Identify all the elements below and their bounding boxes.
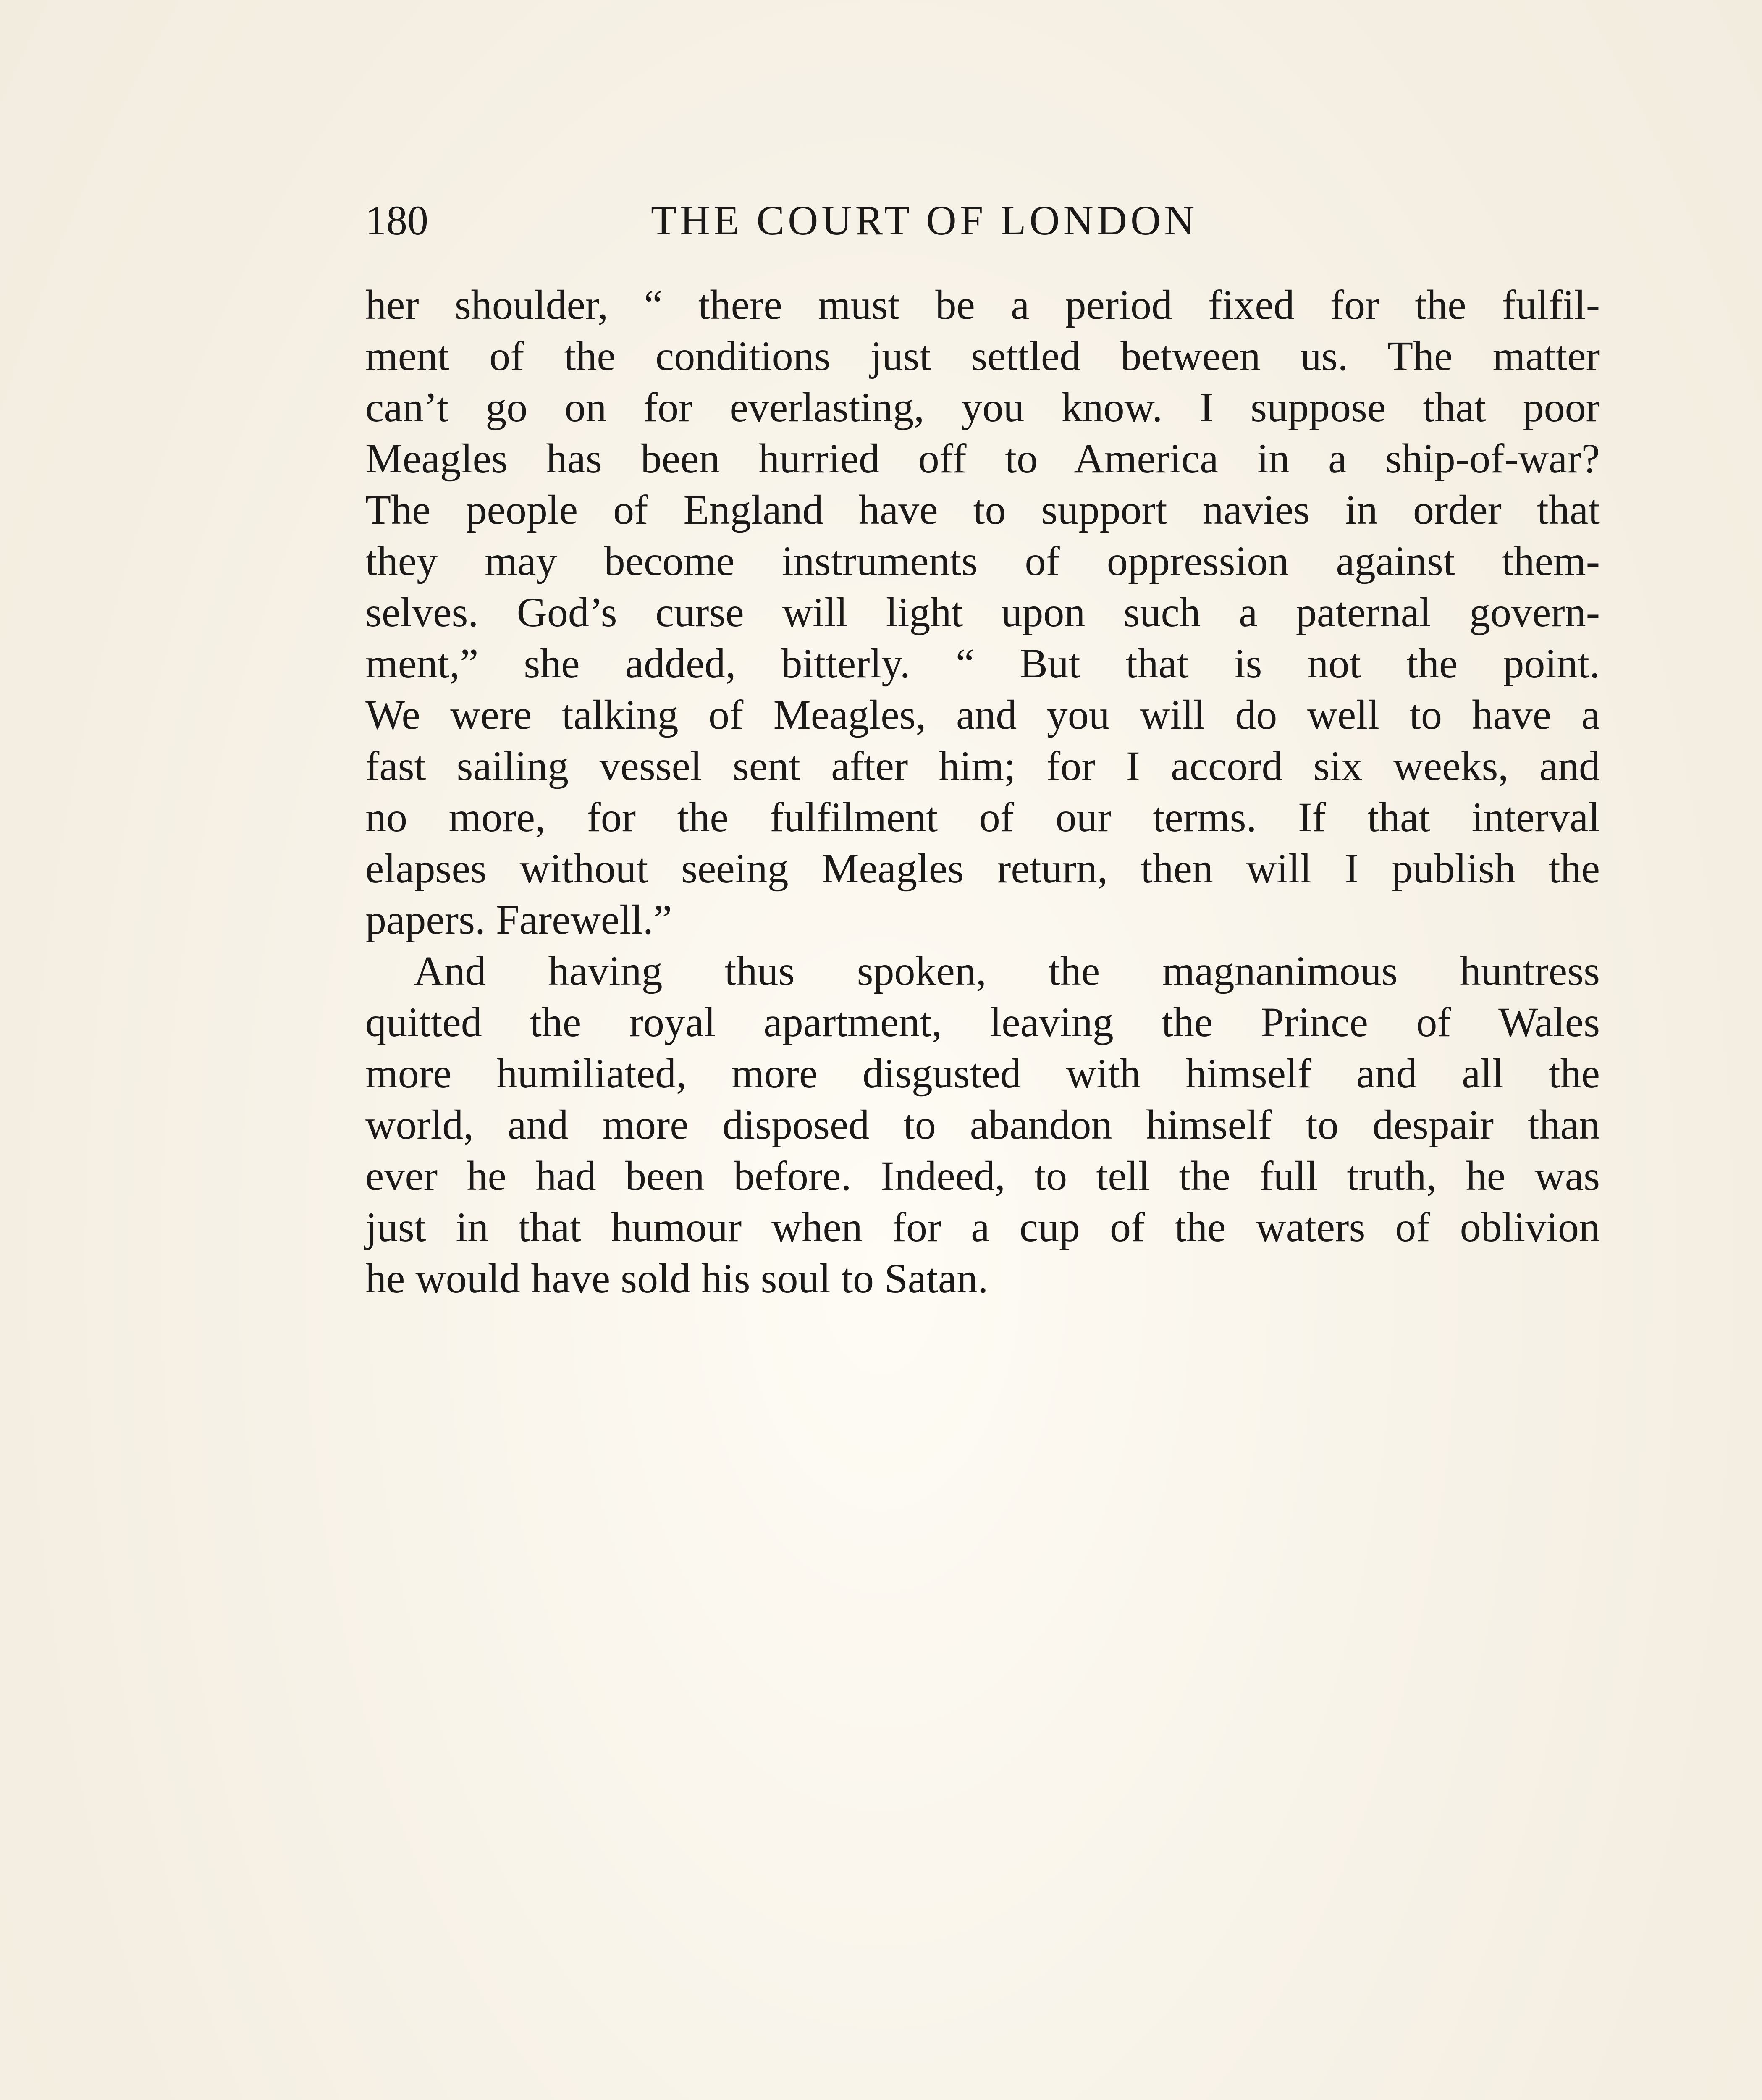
text-line: And having thus spoken, the magnanimous huntress <box>414 948 1600 994</box>
text-line: no more, for the fulfilment of our terms. If that interval <box>365 794 1600 840</box>
text-line: just in that humour when for a cup of the waters of oblivion <box>365 1204 1600 1250</box>
text-line: We were talking of Meagles, and you will do well to have a <box>365 691 1600 738</box>
page-number: 180 <box>365 197 428 244</box>
text-line: fast sailing vessel sent after him; for I accord six weeks, and <box>365 743 1600 789</box>
text-line: ment of the conditions just settled between us. The matter <box>365 333 1600 379</box>
paragraph <box>365 279 1600 945</box>
text-line: Meagles has been hurried off to America in a ship-of-war? <box>365 435 1600 482</box>
text-line: world, and more disposed to abandon himself to despair than <box>365 1101 1600 1148</box>
text-line: they may become instruments of oppression against them- <box>365 538 1600 584</box>
text-line: quitted the royal apartment, leaving the Prince of Wales <box>365 999 1600 1045</box>
text-line: selves. God’s curse will light upon such a paternal govern- <box>365 589 1600 635</box>
text-line: her shoulder, “ there must be a period fixed for the fulfil- <box>365 281 1600 328</box>
text-line: he would have sold his soul to Satan. <box>365 1255 989 1302</box>
text-line: ment,” she added, bitterly. “ But that is not the point. <box>365 640 1600 687</box>
text-line: ever he had been before. Indeed, to tell the full truth, he was <box>365 1152 1600 1199</box>
body-text <box>365 279 1600 1304</box>
text-line: more humiliated, more disgusted with himself and all the <box>365 1050 1600 1097</box>
paragraph <box>365 945 1600 1304</box>
text-line: The people of England have to support navies in order that <box>365 486 1600 533</box>
text-line: papers. Farewell.” <box>365 896 672 943</box>
page-header <box>365 191 1600 250</box>
text-line: can’t go on for everlasting, you know. I suppose that poor <box>365 384 1600 430</box>
text-line: elapses without seeing Meagles return, then will I publish the <box>365 845 1600 892</box>
running-head: THE COURT OF LONDON <box>651 197 1198 244</box>
